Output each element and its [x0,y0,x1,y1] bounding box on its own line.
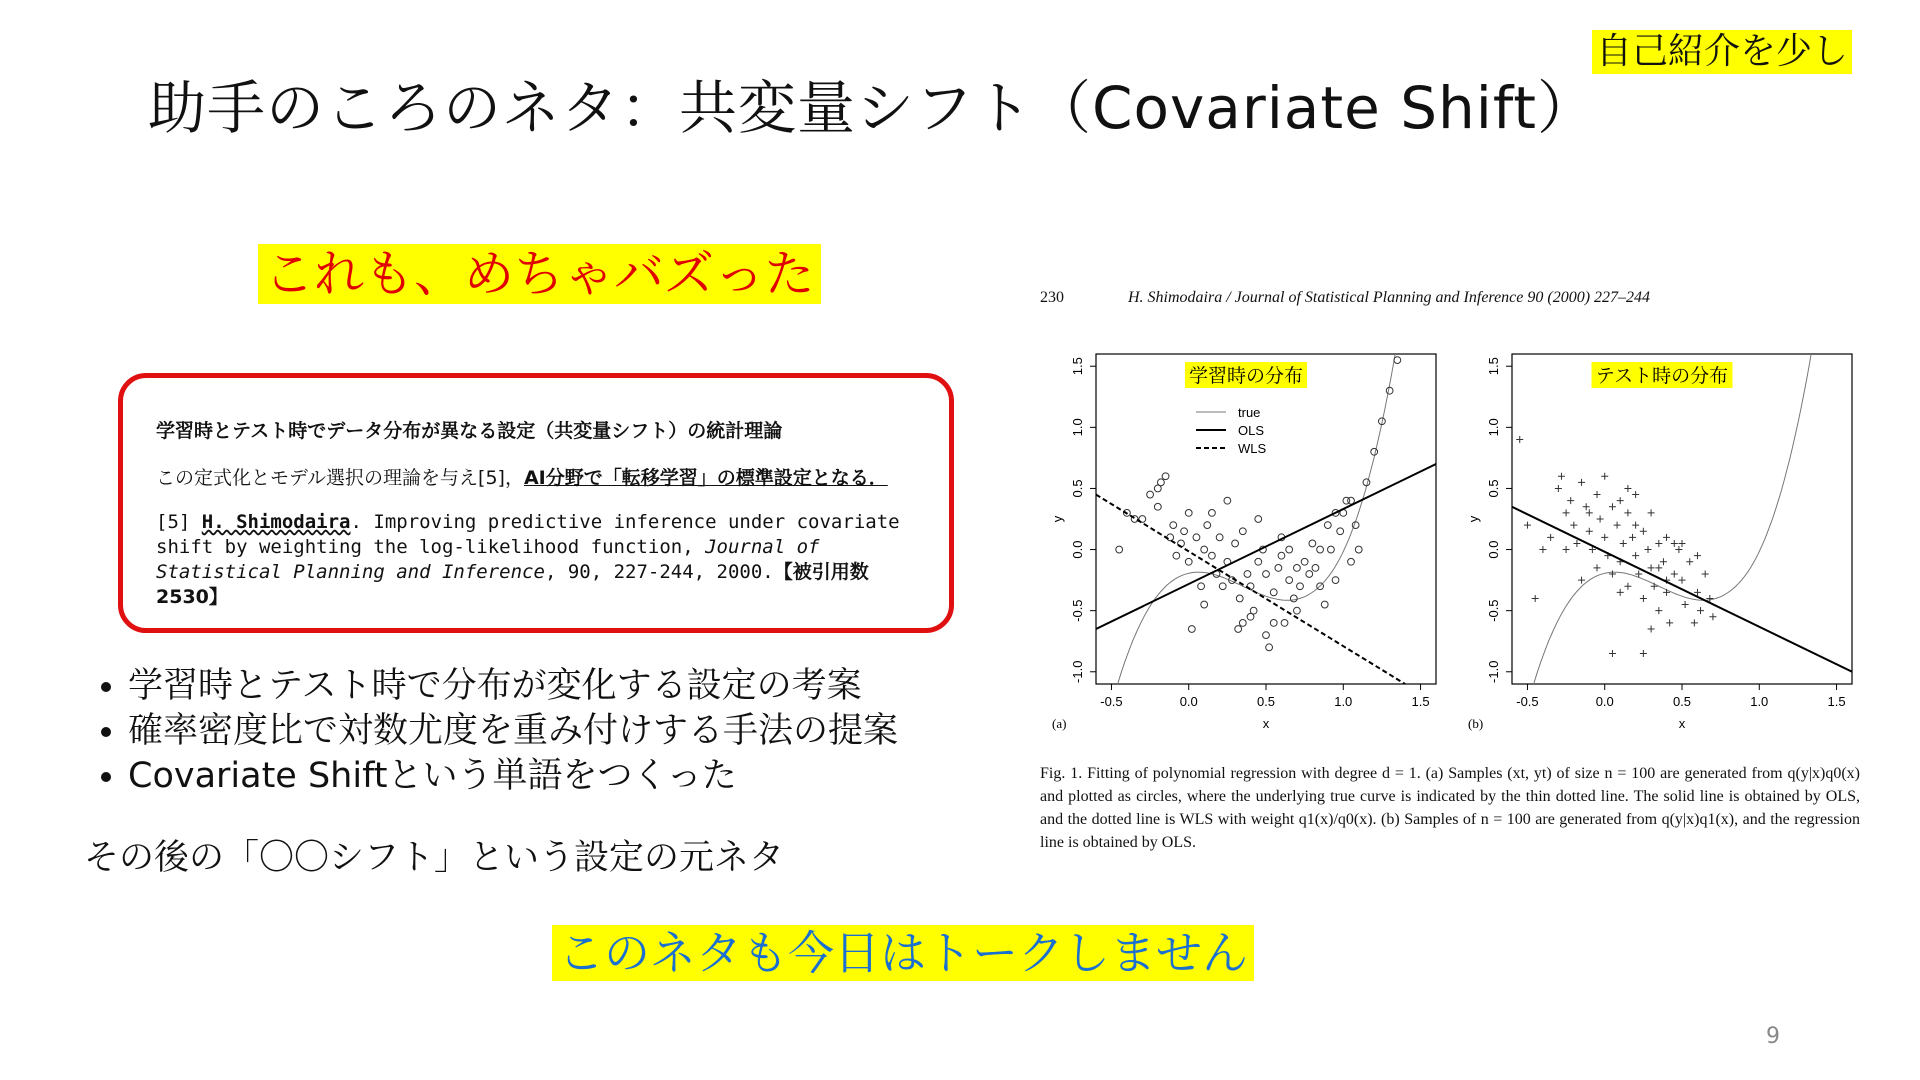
data-point [1201,601,1208,608]
data-point [1709,613,1716,620]
data-point [1332,577,1339,584]
ols-line [1096,464,1436,629]
data-point [1691,619,1698,626]
y-tick-label: -0.5 [1070,599,1085,622]
data-point [1263,632,1270,639]
bullet-item: • 確率密度比で対数尤度を重み付けする手法の提案 [128,709,898,754]
data-point [1663,589,1670,596]
data-point [1158,479,1165,486]
data-point [1586,509,1593,516]
citation-tail: , 90, 227-244, 2000. [544,561,774,583]
citation-text: . Improving predictive inference under covariate shift by weighting the log-likelihood function, [156,511,900,558]
data-point [1671,540,1678,547]
data-point [1663,534,1670,541]
panel-title: 学習時の分布 [1188,365,1304,387]
data-point [1555,485,1562,492]
data-point [1620,540,1627,547]
reference-heading: 学習時とテスト時でデータ分布が異なる設定（共変量シフト）の統計理論 [156,420,783,442]
bullet-item: • Covariate Shiftという単語をつくった [128,754,898,799]
data-point [1263,571,1270,578]
y-tick-label: 1.0 [1486,418,1501,437]
data-point [1563,546,1570,553]
data-point [1632,522,1639,529]
figure-plots [1036,340,1876,760]
data-point [1516,436,1523,443]
data-point [1697,607,1704,614]
data-point [1173,552,1180,559]
data-point [1594,564,1601,571]
data-point [1632,491,1639,498]
data-point [1675,546,1682,553]
data-point [1686,558,1693,565]
data-point [1640,650,1647,657]
y-tick-label: -1.0 [1070,660,1085,683]
data-point [1617,589,1624,596]
data-point [1154,503,1161,510]
data-point [1679,540,1686,547]
y-axis-label: y [1050,515,1065,523]
legend-label: WLS [1238,441,1267,456]
data-point [1563,509,1570,516]
data-point [1655,540,1662,547]
data-point [1286,546,1293,553]
reference-summary [156,463,888,490]
data-point [1524,522,1531,529]
panel-a [1050,340,1436,760]
ols-line [1512,507,1852,672]
self-intro-tag: 自己紹介を少し [1592,30,1852,74]
data-point [1324,522,1331,529]
data-point [1239,619,1246,626]
data-point [1655,607,1662,614]
data-point [1648,509,1655,516]
data-point [1601,534,1608,541]
data-point [1629,534,1636,541]
data-point [1255,516,1262,523]
data-point [1181,528,1188,535]
data-point [1558,473,1565,480]
data-point [1570,522,1577,529]
data-point [1255,558,1262,565]
data-point [1640,528,1647,535]
data-point [1286,577,1293,584]
x-axis-label: x [1262,716,1270,731]
data-point [1532,595,1539,602]
data-point [1671,571,1678,578]
data-point [1290,595,1297,602]
paper-header [1040,289,1650,307]
data-point [1209,509,1216,516]
data-point [1614,522,1621,529]
data-point [1597,516,1604,523]
bullet-item: • 学習時とテスト時で分布が変化する設定の考案 [128,664,898,709]
data-point [1586,528,1593,535]
data-point [1317,546,1324,553]
data-point [1278,552,1285,559]
data-point [1578,577,1585,584]
data-point [1547,534,1554,541]
data-point [1624,583,1631,590]
panel-label: (b) [1468,716,1484,731]
x-tick-label: 1.5 [1827,694,1846,709]
data-point [1170,522,1177,529]
y-tick-label: 1.5 [1486,357,1501,376]
x-tick-label: 0.5 [1256,694,1276,709]
citation-journal: Journal of Statistical Planning and Inference [156,536,820,583]
data-point [1624,485,1631,492]
data-point [1198,583,1205,590]
data-point [1679,577,1686,584]
data-point [1219,583,1226,590]
x-tick-label: 0.5 [1672,694,1692,709]
data-point [1567,497,1574,504]
data-point [1609,571,1616,578]
y-tick-label: 0.0 [1486,540,1501,559]
y-tick-label: -1.0 [1486,660,1501,683]
data-point [1702,571,1709,578]
y-tick-label: 1.0 [1070,418,1085,437]
data-point [1204,522,1211,529]
citation-author: H. Shimodaira [201,511,351,533]
page-number: 9 [1766,1024,1780,1049]
citation-count: 【被引用数 2530】 [156,561,869,608]
data-point [1348,558,1355,565]
data-point [1640,595,1647,602]
x-axis-label: x [1678,716,1686,731]
data-point [1583,503,1590,510]
data-point [1321,601,1328,608]
data-point [1270,619,1277,626]
data-point [1645,546,1652,553]
buzz-highlight: これも、めちゃバズった [258,244,821,304]
data-point [1609,650,1616,657]
data-point [1609,503,1616,510]
y-tick-label: -0.5 [1486,599,1501,622]
legend-label: true [1238,405,1261,420]
data-point [1297,583,1304,590]
data-point [1224,497,1231,504]
data-point [1666,619,1673,626]
plot-frame [1096,354,1436,684]
x-tick-label: 1.0 [1334,694,1353,709]
data-point [1539,546,1546,553]
data-point [1185,558,1192,565]
data-point [1648,626,1655,633]
data-point [1632,552,1639,559]
data-point [1655,564,1662,571]
data-point [1394,357,1401,364]
citation-number: [5] [156,511,191,533]
data-point [1294,607,1301,614]
reference-summary-underlined: AI分野で「転移学習」の標準設定となる． [523,467,888,489]
panel-b [1466,340,1852,760]
data-point [1301,558,1308,565]
reference-citation [156,510,926,610]
data-point [1682,601,1689,608]
data-point [1266,644,1273,651]
x-tick-label: 0.0 [1595,694,1614,709]
data-point [1352,522,1359,529]
bullet-list [82,664,898,799]
y-tick-label: 0.0 [1070,540,1085,559]
x-tick-label: -0.5 [1516,694,1539,709]
panel-label: (a) [1052,716,1067,731]
reference-summary-prefix: この定式化とモデル選択の理論を与え[5]， [156,467,524,489]
data-point [1648,564,1655,571]
data-point [1328,546,1335,553]
plot-frame [1512,354,1852,684]
x-tick-label: 1.0 [1750,694,1769,709]
data-point [1244,571,1251,578]
y-tick-label: 0.5 [1070,479,1085,498]
y-tick-label: 1.5 [1070,357,1085,376]
panel-title: テスト時の分布 [1595,365,1729,387]
data-point [1312,564,1319,571]
data-point [1209,552,1216,559]
data-point [1386,387,1393,394]
legend-label: OLS [1238,423,1265,438]
data-point [1578,479,1585,486]
data-point [1660,558,1667,565]
x-tick-label: 1.5 [1411,694,1430,709]
data-point [1371,448,1378,455]
data-point [1162,473,1169,480]
y-axis-label: y [1466,515,1481,523]
data-point [1309,540,1316,547]
data-point [1201,546,1208,553]
data-point [1147,491,1154,498]
paper-journal-header: H. Shimodaira / Journal of Statistical Planning and Inference 90 (2000) 227–244 [1128,289,1651,306]
data-point [1188,626,1195,633]
data-point [1355,546,1362,553]
data-point [1306,571,1313,578]
data-point [1294,564,1301,571]
data-point [1247,613,1254,620]
data-point [1116,546,1123,553]
data-point [1235,626,1242,633]
data-point [1281,619,1288,626]
data-point [1624,509,1631,516]
slide-title: 助手のころのネタ：共変量シフト（Covariate Shift） [148,74,1597,142]
x-tick-label: -0.5 [1100,694,1123,709]
data-point [1185,509,1192,516]
data-point [1232,540,1239,547]
data-point [1193,534,1200,541]
y-tick-label: 0.5 [1486,479,1501,498]
origin-note: その後の「〇〇シフト」という設定の元ネタ [84,838,785,878]
data-point [1216,534,1223,541]
paper-page-number: 230 [1040,289,1064,306]
data-point [1617,497,1624,504]
data-point [1270,589,1277,596]
data-point [1651,583,1658,590]
data-point [1694,552,1701,559]
data-point [1275,564,1282,571]
data-point [1601,473,1608,480]
data-point [1594,491,1601,498]
no-talk-highlight: このネタも今日はトークしません [552,925,1254,981]
data-point [1239,528,1246,535]
data-point [1236,595,1243,602]
data-point [1337,528,1344,535]
figure-caption: Fig. 1. Fitting of polynomial regression with degree d = 1. (a) Samples (xt, yt) of size n = 100 are generated from q(y|x)q0(x) and plotted as circles, where the underlying true curve is indicated by the thin dotted line. The solid line is obtained by OLS, and the dotted line is WLS with weight q1(x)/q0(x). (b) Samples of n = 100 are generated from q(y|x)q1(x), and the regression line is obtained by OLS. [1040,765,1860,851]
x-tick-label: 0.0 [1179,694,1198,709]
data-point [1573,540,1580,547]
